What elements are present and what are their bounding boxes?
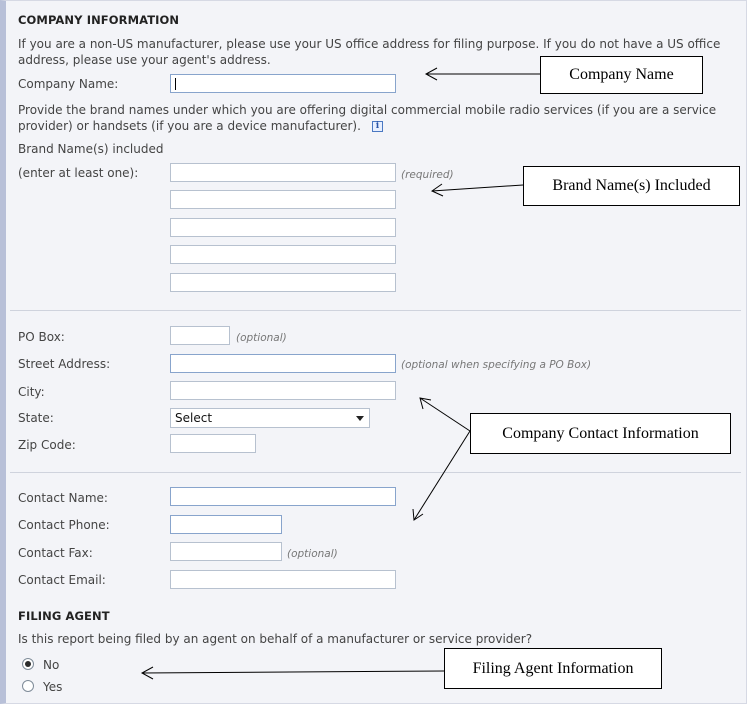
- po-box-label: PO Box:: [18, 330, 65, 344]
- contact-fax-hint: (optional): [287, 548, 338, 560]
- callout-contact-info: Company Contact Information: [470, 413, 731, 454]
- info-icon[interactable]: i: [372, 121, 383, 132]
- brand-required-hint: (required): [401, 169, 454, 181]
- arrow-filing-agent: [142, 671, 444, 673]
- brand-names-label: Brand Name(s) included: [18, 142, 164, 156]
- callout-company-name: Company Name: [540, 56, 703, 94]
- arrow-brand-names: [432, 185, 523, 191]
- arrow-contact-down: [414, 431, 470, 520]
- radio-yes-label[interactable]: Yes: [43, 680, 63, 694]
- filing-agent-heading: FILING AGENT: [18, 609, 110, 623]
- zip-code-label: Zip Code:: [18, 438, 76, 452]
- arrow-contact-up: [420, 398, 470, 431]
- brand-intro-text: Provide the brand names under which you are offering digital commercial mobile radio services (if you are a service provider) or handsets (if you are a device manufacturer).: [18, 103, 717, 133]
- state-label: State:: [18, 411, 54, 425]
- radio-no-label[interactable]: No: [43, 658, 60, 672]
- po-box-hint: (optional): [236, 332, 287, 344]
- company-info-heading: COMPANY INFORMATION: [18, 13, 180, 27]
- state-select-value: Select: [175, 411, 213, 425]
- contact-email-label: Contact Email:: [18, 573, 106, 587]
- city-label: City:: [18, 385, 45, 399]
- callout-brand-names: Brand Name(s) Included: [523, 166, 740, 206]
- company-info-intro: If you are a non-US manufacturer, please use your US office address for filing purpose. If you do not have a US office address, please use your agent's address.: [18, 37, 721, 67]
- brand-names-sublabel: (enter at least one):: [18, 166, 139, 180]
- filing-agent-question: Is this report being filed by an agent on behalf of a manufacturer or service provider?: [18, 632, 533, 646]
- street-address-hint: (optional when specifying a PO Box): [401, 359, 592, 371]
- contact-phone-label: Contact Phone:: [18, 518, 110, 532]
- contact-fax-label: Contact Fax:: [18, 546, 93, 560]
- company-name-label: Company Name:: [18, 77, 119, 91]
- contact-name-label: Contact Name:: [18, 491, 108, 505]
- street-address-label: Street Address:: [18, 357, 111, 371]
- callout-filing-agent: Filing Agent Information: [444, 648, 662, 689]
